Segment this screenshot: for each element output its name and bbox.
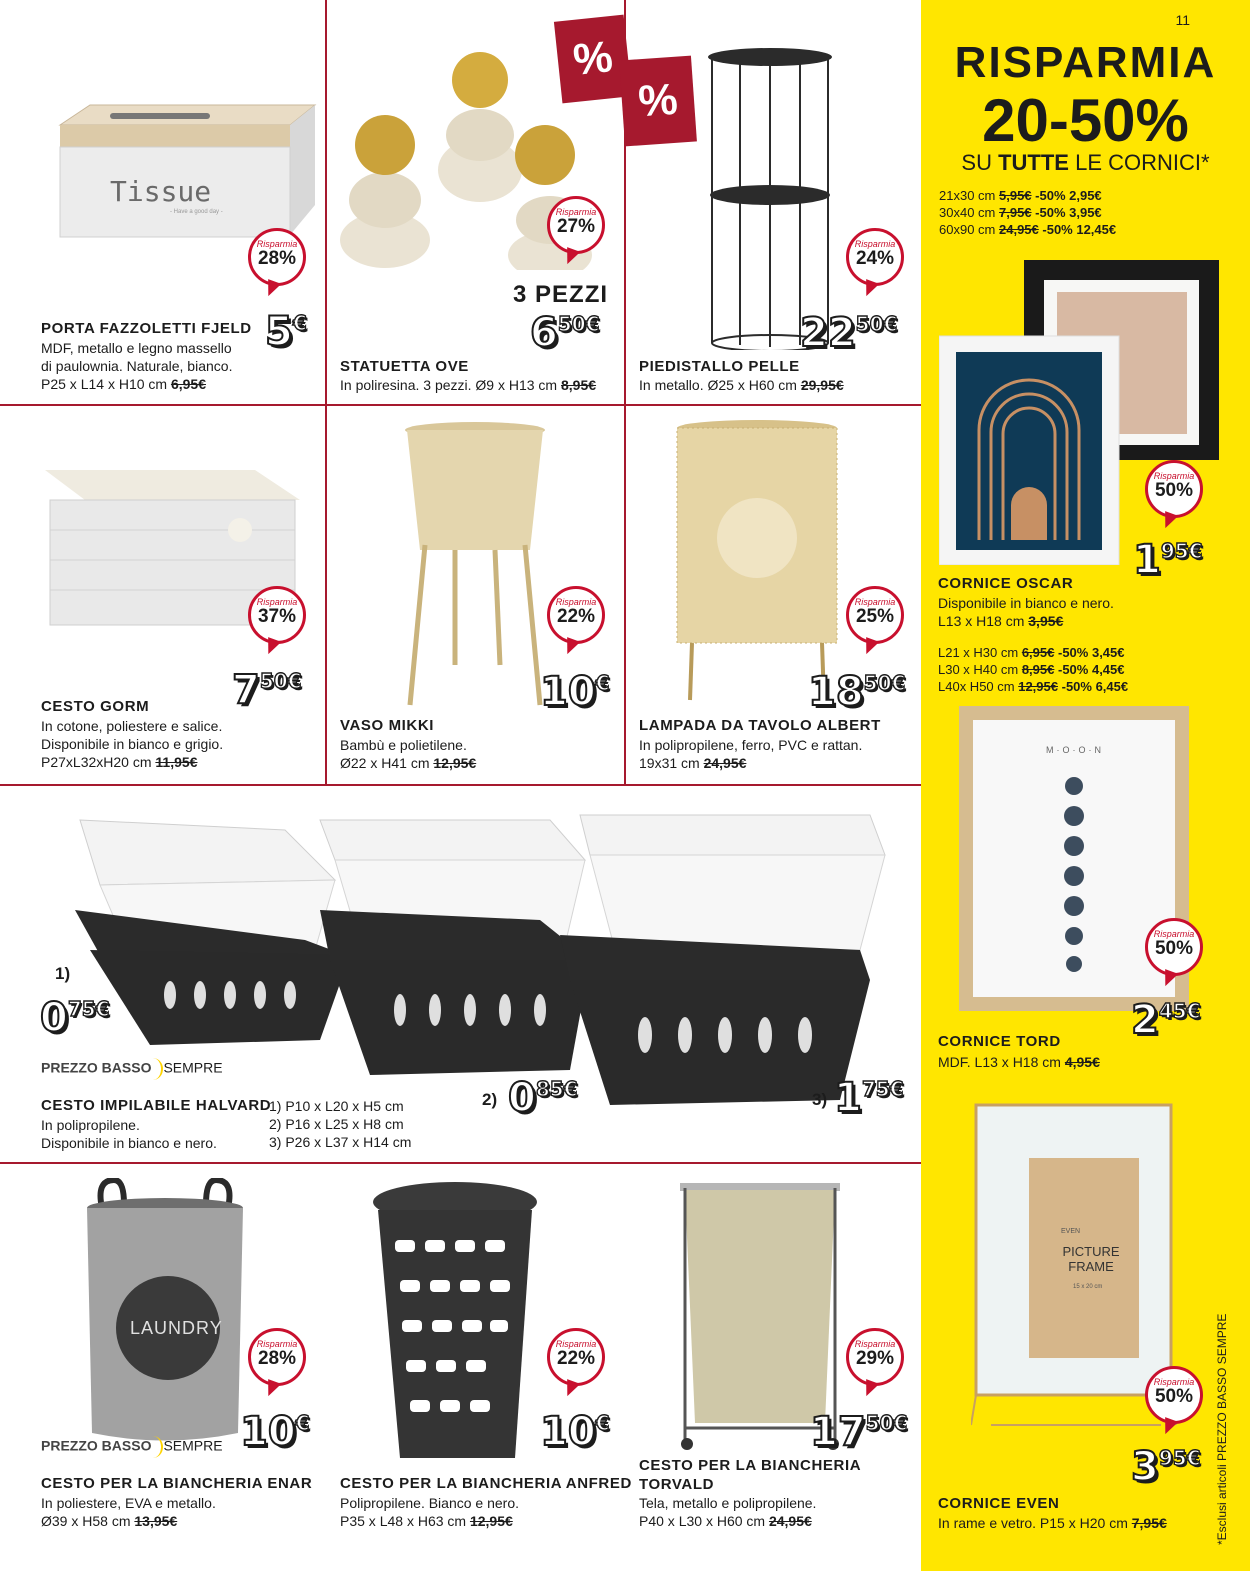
old-price: 4,95€ [1064, 1054, 1100, 1070]
price-label-2: 2) [482, 1090, 498, 1109]
card-size: 15 x 20 cm [1073, 1284, 1103, 1290]
product-description: MDF. L13 x H18 cm 4,95€ [938, 1054, 1100, 1070]
product-description: Disponibile in bianco e nero. L13 x H18 cm 3,95€ [938, 595, 1114, 629]
savings-badge: Risparmia 50% [1145, 1366, 1203, 1424]
page-number: 11 [1175, 12, 1190, 28]
tissue-box-subtext: - Have a good day - [170, 209, 223, 215]
grid-divider [0, 784, 921, 786]
old-price: 8,95€ [561, 377, 597, 393]
grid-divider [0, 1162, 921, 1164]
savings-badge: Risparmia 37% [248, 586, 306, 644]
price: 5€ [265, 309, 307, 355]
price-2: 085€ [508, 1075, 578, 1121]
price: 195€ [1133, 537, 1203, 583]
low-price-always-logo: PREZZO BASSO SEMPRE [41, 1436, 223, 1458]
grid-divider [325, 405, 327, 785]
frames-panel [921, 0, 1250, 1571]
price: 395€ [1131, 1444, 1201, 1490]
product-description: In cotone, poliestere e salice. Disponibile in bianco e grigio. P27xL32xH20 cm 11,95€ [41, 718, 224, 770]
sale-tag: % [554, 15, 632, 104]
savings-badge: Risparmia 29% [846, 1328, 904, 1386]
savings-badge: Risparmia 24% [846, 228, 904, 286]
price: 245€ [1131, 997, 1201, 1043]
table-lamp-image [672, 418, 842, 703]
product-title: CORNICE OSCAR [938, 575, 1074, 592]
oscar-offers: L21 x H30 cm 6,95€ -50% 3,45€ L30 x H40 cm 8,95€ -50% 4,45€ L40x H50 cm 12,95€ -50% 6,45€ [938, 645, 1129, 694]
product-title: LAMPADA DA TAVOLO ALBERT [639, 717, 881, 734]
product-title: PORTA FAZZOLETTI FJELD [41, 320, 252, 337]
panel-percent: 20-50% [982, 87, 1189, 154]
savings-badge: Risparmia 28% [248, 1328, 306, 1386]
savings-badge: Risparmia 22% [547, 1328, 605, 1386]
product-title: VASO MIKKI [340, 717, 435, 734]
old-price: 13,95€ [134, 1513, 178, 1529]
price: 10€ [540, 1409, 610, 1455]
savings-badge: Risparmia 50% [1145, 918, 1203, 976]
product-title: CORNICE TORD [938, 1033, 1061, 1050]
price: 2250€ [800, 310, 898, 356]
old-price: 24,95€ [703, 755, 747, 771]
price: 1850€ [808, 669, 906, 715]
old-price: 12,95€ [469, 1513, 513, 1529]
product-title: STATUETTA OVE [340, 358, 469, 375]
product-title: CESTO GORM [41, 698, 150, 715]
savings-badge: Risparmia 25% [846, 586, 904, 644]
laundry-bag-text: LAUNDRY [130, 1318, 223, 1338]
savings-badge: Risparmia 28% [248, 228, 306, 286]
grid-divider [624, 405, 626, 785]
product-title: CESTO IMPILABILE HALVARD [41, 1097, 272, 1114]
savings-badge: Risparmia 50% [1145, 460, 1203, 518]
price-label-3: 3) [812, 1090, 828, 1109]
product-description: In poliestere, EVA e metallo. Ø39 x H58 cm 13,95€ [41, 1495, 216, 1529]
card-title: PICTURE FRAME [1062, 1244, 1120, 1274]
panel-headline: RISPARMIA [954, 38, 1217, 87]
product-title: CESTO PER LA BIANCHERIA ENAR [41, 1475, 313, 1492]
product-description: In polipropilene, ferro, PVC e rattan. 19x31 cm 24,95€ [639, 737, 863, 771]
price: 10€ [240, 1409, 310, 1455]
poster-text: M·O·O·N [1046, 745, 1104, 755]
tissue-box-text: Tissue [110, 175, 212, 208]
old-price: 11,95€ [155, 754, 198, 770]
laundry-bag-image [80, 1178, 260, 1448]
old-price: 24,95€ [768, 1513, 812, 1529]
old-price: 12,95€ [433, 755, 477, 771]
product-title: CESTO PER LA BIANCHERIA TORVALD [639, 1457, 862, 1493]
product-description: In rame e vetro. P15 x H20 cm 7,95€ [938, 1515, 1167, 1531]
old-price: 7,95€ [1131, 1515, 1167, 1531]
product-description: In metallo. Ø25 x H60 cm 29,95€ [639, 377, 844, 393]
product-description: In polipropilene. Disponibile in bianco e nero. [41, 1117, 217, 1151]
price: 750€ [232, 667, 302, 713]
savings-badge: Risparmia 27% [547, 196, 605, 254]
old-price: 3,95€ [1028, 613, 1064, 629]
footnote: *Esclusi articoli PREZZO BASSO SEMPRE [1215, 1313, 1229, 1545]
price: 1750€ [810, 1409, 908, 1455]
size-list: 1) P10 x L20 x H5 cm 2) P16 x L25 x H8 cm 3) P26 x L37 x H14 cm [269, 1098, 412, 1150]
pieces-label: 3 PEZZI [513, 281, 609, 308]
vase-image [395, 420, 555, 710]
product-description: MDF, metallo e legno massello di paulownia. Naturale, bianco. P25 x L14 x H10 cm 6,95€ [41, 340, 233, 392]
savings-badge: Risparmia 22% [547, 586, 605, 644]
product-description: Bambù e polietilene. Ø22 x H41 cm 12,95€ [340, 737, 477, 771]
product-title: PIEDISTALLO PELLE [639, 358, 800, 375]
old-price: 6,95€ [170, 376, 206, 392]
product-description: In poliresina. 3 pezzi. Ø9 x H13 cm 8,95€ [340, 377, 597, 393]
price-1: 075€ [40, 995, 110, 1041]
card-brand: EVEN [1061, 1228, 1081, 1235]
price: 650€ [530, 310, 600, 356]
grid-divider [325, 0, 327, 405]
price-label-1: 1) [55, 964, 71, 983]
panel-subtitle: SU TUTTE LE CORNICI* [961, 150, 1210, 175]
product-description: Tela, metallo e polipropilene. P40 x L30 x H60 cm 24,95€ [639, 1495, 817, 1529]
oscar-frames-image [939, 260, 1224, 565]
grid-divider [0, 404, 921, 406]
product-description: Polipropilene. Bianco e nero. P35 x L48 x H63 cm 12,95€ [340, 1495, 520, 1529]
price: 10€ [540, 669, 610, 715]
pedestal-image [700, 45, 840, 350]
low-price-always-logo: PREZZO BASSO SEMPRE [41, 1058, 223, 1080]
price-3: 175€ [834, 1075, 904, 1121]
product-title: CORNICE EVEN [938, 1495, 1060, 1512]
sale-tag: % [619, 56, 697, 147]
product-title: CESTO PER LA BIANCHERIA ANFRED [340, 1475, 632, 1492]
old-price: 29,95€ [800, 377, 844, 393]
laundry-basket-image [370, 1180, 540, 1465]
frame-offers: 21x30 cm 5,95€ -50% 2,95€ 30x40 cm 7,95€ -50% 3,95€ 60x90 cm 24,95€ -50% 12,45€ [939, 188, 1117, 237]
